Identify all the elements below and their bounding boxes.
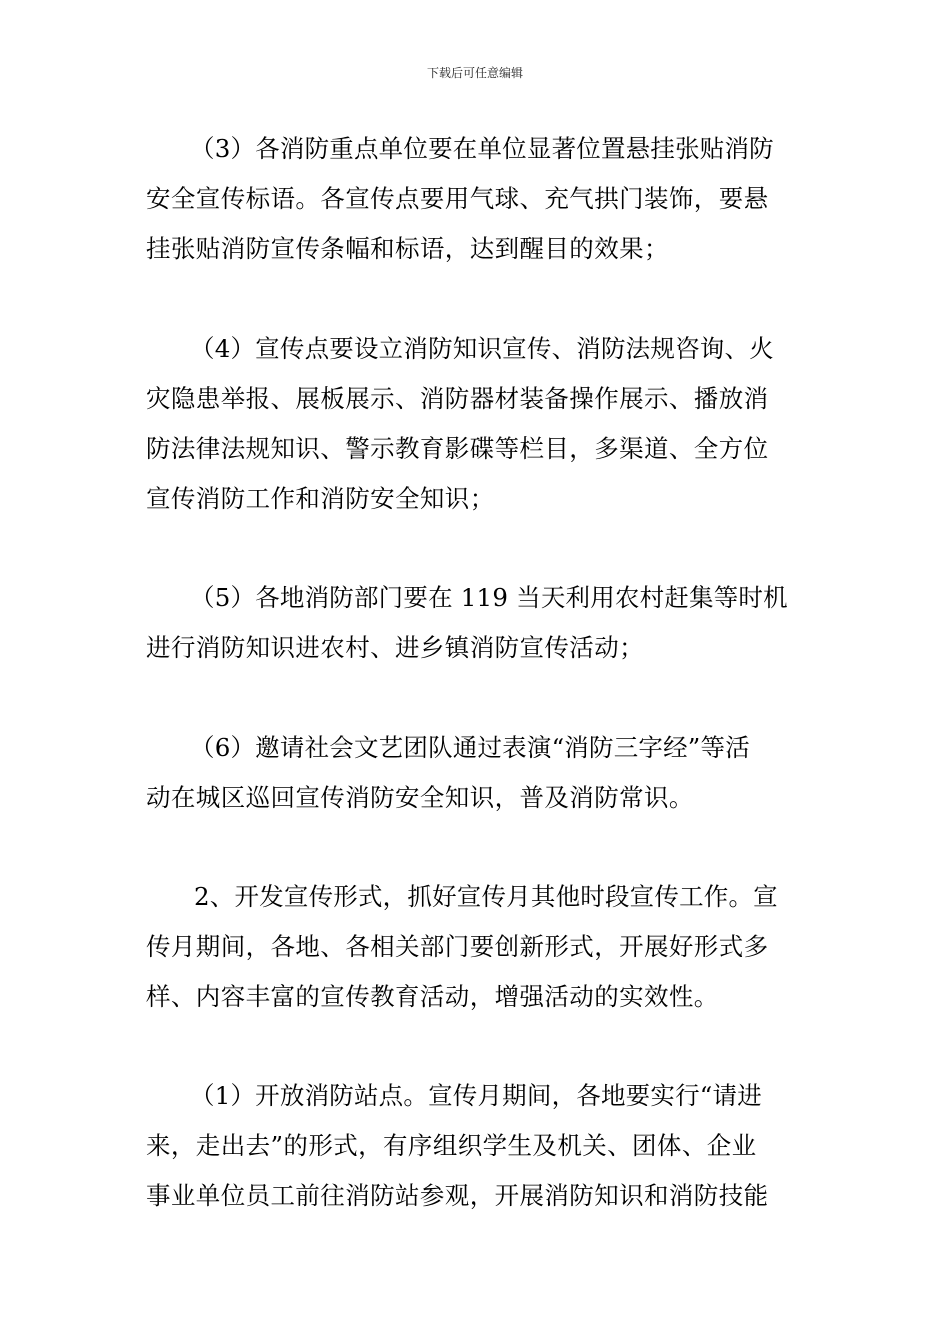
paragraph-line: （1）开放消防站点。宣传月期间，各地要实行“请进 — [190, 1081, 762, 1110]
paragraph-line: 宣传消防工作和消防安全知识； — [146, 484, 495, 513]
paragraph-line: 事业单位员工前往消防站参观，开展消防知识和消防技能 — [146, 1181, 769, 1210]
page-header: 下载后可任意编辑 — [426, 66, 523, 80]
paragraph-line: 动在城区巡回宣传消防安全知识，普及消防常识。 — [146, 783, 694, 812]
paragraph-line: 防法律法规知识、警示教育影碟等栏目，多渠道、全方位 — [146, 434, 769, 463]
paragraph-line: 进行消防知识进农村、进乡镇消防宣传活动； — [146, 633, 644, 662]
paragraph-line: （6）邀请社会文艺团队通过表演“消防三字经”等活 — [190, 733, 750, 762]
paragraph-line: 传月期间，各地、各相关部门要创新形式，开展好形式多 — [146, 932, 769, 961]
paragraph-line: 2、开发宣传形式，抓好宣传月其他时段宣传工作。宣 — [194, 882, 778, 911]
paragraph-line: （3）各消防重点单位要在单位显著位置悬挂张贴消防 — [190, 134, 774, 163]
paragraph-line: （4）宣传点要设立消防知识宣传、消防法规咨询、火 — [190, 334, 774, 363]
paragraph-line: （5）各地消防部门要在 119 当天利用农村赶集等时机 — [190, 583, 788, 612]
paragraph-line: 安全宣传标语。各宣传点要用气球、充气拱门装饰，要悬 — [146, 184, 769, 213]
paragraph-line: 样、内容丰富的宣传教育活动，增强活动的实效性。 — [146, 982, 719, 1011]
paragraph-line: 来，走出去”的形式，有序组织学生及机关、团体、企业 — [146, 1131, 757, 1160]
paragraph-line: 灾隐患举报、展板展示、消防器材装备操作展示、播放消 — [146, 384, 769, 413]
paragraph-line: 挂张贴消防宣传条幅和标语，达到醒目的效果； — [146, 234, 669, 263]
